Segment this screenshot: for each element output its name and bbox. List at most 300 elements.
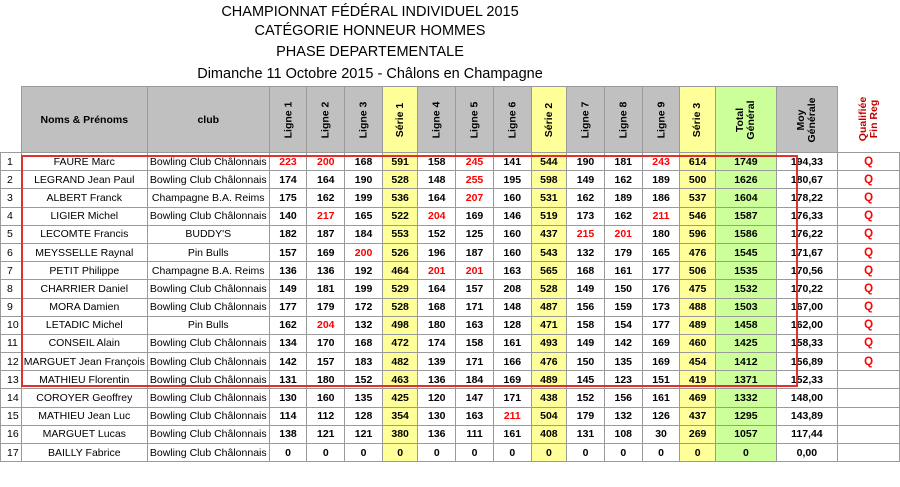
table-row <box>1 225 900 243</box>
ligne-4-cell: 130 <box>418 407 456 425</box>
ligne-7-cell: 190 <box>567 153 605 171</box>
results-body <box>1 153 900 462</box>
ligne-1-cell: 223 <box>269 153 307 171</box>
rank-cell: 14 <box>1 389 22 407</box>
ligne-3-cell: 165 <box>345 207 383 225</box>
ligne-2-cell: 112 <box>307 407 345 425</box>
player-name-cell: LEGRAND Jean Paul <box>21 171 147 189</box>
ligne-8-cell: 162 <box>604 207 642 225</box>
total-cell: 1412 <box>715 353 776 371</box>
player-name-cell: MARGUET Lucas <box>21 425 147 443</box>
serie-3-cell: 614 <box>680 153 715 171</box>
ligne-1-cell: 142 <box>269 353 307 371</box>
club-cell: Bowling Club Châlonnais <box>147 371 269 389</box>
header-serie-1: Série 1 <box>382 87 417 153</box>
ligne-5-cell: 163 <box>456 407 494 425</box>
total-cell: 1425 <box>715 334 776 352</box>
ligne-5-cell: 111 <box>456 425 494 443</box>
ligne-9-cell: 186 <box>642 189 680 207</box>
ligne-5-cell: 169 <box>456 207 494 225</box>
ligne-7-cell: 152 <box>567 389 605 407</box>
ligne-2-cell: 180 <box>307 371 345 389</box>
ligne-6-cell: 195 <box>493 171 531 189</box>
ligne-6-cell: 169 <box>493 371 531 389</box>
ligne-7-cell: 150 <box>567 353 605 371</box>
ligne-8-cell: 161 <box>604 262 642 280</box>
ligne-1-cell: 0 <box>269 444 307 462</box>
ligne-2-cell: 169 <box>307 243 345 261</box>
ligne-9-cell: 177 <box>642 316 680 334</box>
header-ligne-5: Ligne 5 <box>456 87 494 153</box>
serie-1-cell: 463 <box>382 371 417 389</box>
qualified-cell <box>837 444 900 462</box>
moyenne-cell: 194,33 <box>776 153 837 171</box>
header-club: club <box>147 87 269 153</box>
rank-cell: 10 <box>1 316 22 334</box>
club-cell: Champagne B.A. Reims <box>147 189 269 207</box>
serie-2-cell: 493 <box>531 334 566 352</box>
ligne-7-cell: 162 <box>567 189 605 207</box>
player-name-cell: LETADIC Michel <box>21 316 147 334</box>
header-ligne-7: Ligne 7 <box>567 87 605 153</box>
total-cell: 1458 <box>715 316 776 334</box>
ligne-4-cell: 168 <box>418 298 456 316</box>
ligne-5-cell: 171 <box>456 353 494 371</box>
rank-cell: 5 <box>1 225 22 243</box>
ligne-8-cell: 0 <box>604 444 642 462</box>
ligne-3-cell: 121 <box>345 425 383 443</box>
total-cell: 1586 <box>715 225 776 243</box>
serie-2-cell: 471 <box>531 316 566 334</box>
table-row <box>1 153 900 171</box>
ligne-7-cell: 132 <box>567 243 605 261</box>
ligne-9-cell: 151 <box>642 371 680 389</box>
total-cell: 1503 <box>715 298 776 316</box>
ligne-7-cell: 145 <box>567 371 605 389</box>
ligne-1-cell: 140 <box>269 207 307 225</box>
ligne-2-cell: 162 <box>307 189 345 207</box>
ligne-7-cell: 149 <box>567 334 605 352</box>
serie-2-cell: 476 <box>531 353 566 371</box>
table-row <box>1 262 900 280</box>
ligne-9-cell: 169 <box>642 353 680 371</box>
ligne-2-cell: 136 <box>307 262 345 280</box>
ligne-1-cell: 157 <box>269 243 307 261</box>
player-name-cell: MATHIEU Florentin <box>21 371 147 389</box>
table-row <box>1 371 900 389</box>
club-cell: Bowling Club Châlonnais <box>147 389 269 407</box>
ligne-6-cell: 171 <box>493 389 531 407</box>
serie-3-cell: 488 <box>680 298 715 316</box>
ligne-8-cell: 142 <box>604 334 642 352</box>
ligne-6-cell: 161 <box>493 425 531 443</box>
ligne-5-cell: 163 <box>456 316 494 334</box>
serie-3-cell: 460 <box>680 334 715 352</box>
ligne-2-cell: 179 <box>307 298 345 316</box>
qualified-cell: Q <box>837 334 900 352</box>
club-cell: Bowling Club Châlonnais <box>147 334 269 352</box>
ligne-5-cell: 158 <box>456 334 494 352</box>
serie-1-cell: 380 <box>382 425 417 443</box>
rank-cell: 9 <box>1 298 22 316</box>
ligne-7-cell: 168 <box>567 262 605 280</box>
total-cell: 1626 <box>715 171 776 189</box>
ligne-6-cell: 146 <box>493 207 531 225</box>
serie-1-cell: 528 <box>382 171 417 189</box>
serie-3-cell: 537 <box>680 189 715 207</box>
moyenne-cell: 176,33 <box>776 207 837 225</box>
serie-1-cell: 464 <box>382 262 417 280</box>
serie-1-cell: 591 <box>382 153 417 171</box>
ligne-7-cell: 158 <box>567 316 605 334</box>
header-ligne-8: Ligne 8 <box>604 87 642 153</box>
ligne-3-cell: 192 <box>345 262 383 280</box>
moyenne-cell: 143,89 <box>776 407 837 425</box>
ligne-9-cell: 169 <box>642 334 680 352</box>
rank-cell: 4 <box>1 207 22 225</box>
moyenne-cell: 0,00 <box>776 444 837 462</box>
ligne-3-cell: 200 <box>345 243 383 261</box>
serie-3-cell: 269 <box>680 425 715 443</box>
serie-2-cell: 544 <box>531 153 566 171</box>
ligne-9-cell: 189 <box>642 171 680 189</box>
ligne-7-cell: 131 <box>567 425 605 443</box>
ligne-2-cell: 187 <box>307 225 345 243</box>
rank-cell: 8 <box>1 280 22 298</box>
table-row <box>1 444 900 462</box>
serie-1-cell: 522 <box>382 207 417 225</box>
total-cell: 1604 <box>715 189 776 207</box>
ligne-3-cell: 184 <box>345 225 383 243</box>
serie-2-cell: 408 <box>531 425 566 443</box>
ligne-7-cell: 173 <box>567 207 605 225</box>
ligne-9-cell: 180 <box>642 225 680 243</box>
total-cell: 1587 <box>715 207 776 225</box>
serie-2-cell: 437 <box>531 225 566 243</box>
moyenne-cell: 170,22 <box>776 280 837 298</box>
header-qualifiee: Qualifiée Fin Reg <box>837 87 900 153</box>
ligne-1-cell: 149 <box>269 280 307 298</box>
serie-1-cell: 528 <box>382 298 417 316</box>
rank-cell: 12 <box>1 353 22 371</box>
ligne-9-cell: 173 <box>642 298 680 316</box>
qualified-cell: Q <box>837 316 900 334</box>
ligne-3-cell: 172 <box>345 298 383 316</box>
serie-3-cell: 437 <box>680 407 715 425</box>
ligne-2-cell: 204 <box>307 316 345 334</box>
phase-title: PHASE DEPARTEMENTALE <box>276 44 464 60</box>
ligne-3-cell: 132 <box>345 316 383 334</box>
table-row <box>1 334 900 352</box>
ligne-3-cell: 183 <box>345 353 383 371</box>
ligne-4-cell: 196 <box>418 243 456 261</box>
qualified-cell <box>837 371 900 389</box>
ligne-8-cell: 201 <box>604 225 642 243</box>
category-title: CATÉGORIE HONNEUR HOMMES <box>254 23 486 39</box>
ligne-1-cell: 130 <box>269 389 307 407</box>
ligne-4-cell: 174 <box>418 334 456 352</box>
ligne-9-cell: 243 <box>642 153 680 171</box>
qualified-cell: Q <box>837 225 900 243</box>
moyenne-cell: 152,33 <box>776 371 837 389</box>
ligne-2-cell: 121 <box>307 425 345 443</box>
moyenne-cell: 178,22 <box>776 189 837 207</box>
ligne-2-cell: 0 <box>307 444 345 462</box>
ligne-3-cell: 190 <box>345 171 383 189</box>
ligne-2-cell: 181 <box>307 280 345 298</box>
serie-2-cell: 531 <box>531 189 566 207</box>
serie-2-cell: 504 <box>531 407 566 425</box>
serie-1-cell: 498 <box>382 316 417 334</box>
header-total-general: Total Général <box>715 87 776 153</box>
qualified-cell <box>837 425 900 443</box>
player-name-cell: MEYSSELLE Raynal <box>21 243 147 261</box>
qualified-cell: Q <box>837 171 900 189</box>
club-cell: Pin Bulls <box>147 243 269 261</box>
total-cell: 1535 <box>715 262 776 280</box>
ligne-7-cell: 179 <box>567 407 605 425</box>
total-cell: 1545 <box>715 243 776 261</box>
player-name-cell: MORA Damien <box>21 298 147 316</box>
table-row <box>1 353 900 371</box>
ligne-4-cell: 148 <box>418 171 456 189</box>
ligne-5-cell: 0 <box>456 444 494 462</box>
qualified-cell <box>837 407 900 425</box>
serie-2-cell: 489 <box>531 371 566 389</box>
player-name-cell: COROYER Geoffrey <box>21 389 147 407</box>
ligne-8-cell: 162 <box>604 171 642 189</box>
ligne-8-cell: 108 <box>604 425 642 443</box>
qualified-cell: Q <box>837 207 900 225</box>
serie-2-cell: 519 <box>531 207 566 225</box>
header-ligne-9: Ligne 9 <box>642 87 680 153</box>
moyenne-cell: 170,56 <box>776 262 837 280</box>
serie-2-cell: 598 <box>531 171 566 189</box>
ligne-2-cell: 170 <box>307 334 345 352</box>
moyenne-cell: 180,67 <box>776 171 837 189</box>
ligne-3-cell: 168 <box>345 334 383 352</box>
table-row <box>1 407 900 425</box>
ligne-9-cell: 211 <box>642 207 680 225</box>
ligne-5-cell: 171 <box>456 298 494 316</box>
championship-title: CHAMPIONNAT FÉDÉRAL INDIVIDUEL 2015 <box>221 4 519 20</box>
ligne-8-cell: 150 <box>604 280 642 298</box>
qualified-cell: Q <box>837 262 900 280</box>
qualified-cell: Q <box>837 189 900 207</box>
qualified-cell: Q <box>837 243 900 261</box>
ligne-2-cell: 157 <box>307 353 345 371</box>
serie-3-cell: 489 <box>680 316 715 334</box>
moyenne-cell: 158,33 <box>776 334 837 352</box>
ligne-4-cell: 164 <box>418 280 456 298</box>
ligne-1-cell: 182 <box>269 225 307 243</box>
moyenne-cell: 117,44 <box>776 425 837 443</box>
rank-cell: 2 <box>1 171 22 189</box>
ligne-6-cell: 161 <box>493 334 531 352</box>
ligne-5-cell: 187 <box>456 243 494 261</box>
ligne-5-cell: 207 <box>456 189 494 207</box>
serie-1-cell: 472 <box>382 334 417 352</box>
header-serie-2: Série 2 <box>531 87 566 153</box>
ligne-4-cell: 136 <box>418 371 456 389</box>
qualified-cell: Q <box>837 298 900 316</box>
club-cell: Bowling Club Châlonnais <box>147 207 269 225</box>
rank-cell: 11 <box>1 334 22 352</box>
serie-3-cell: 454 <box>680 353 715 371</box>
ligne-1-cell: 174 <box>269 171 307 189</box>
serie-2-cell: 543 <box>531 243 566 261</box>
serie-1-cell: 553 <box>382 225 417 243</box>
player-name-cell: MATHIEU Jean Luc <box>21 407 147 425</box>
ligne-9-cell: 176 <box>642 280 680 298</box>
header-ligne-6: Ligne 6 <box>493 87 531 153</box>
rank-cell: 13 <box>1 371 22 389</box>
club-cell: BUDDY'S <box>147 225 269 243</box>
ligne-1-cell: 138 <box>269 425 307 443</box>
player-name-cell: BAILLY Fabrice <box>21 444 147 462</box>
header-moy-generale: Moy Générale <box>776 87 837 153</box>
serie-3-cell: 469 <box>680 389 715 407</box>
header-ligne-1: Ligne 1 <box>269 87 307 153</box>
ligne-8-cell: 189 <box>604 189 642 207</box>
ligne-5-cell: 184 <box>456 371 494 389</box>
header-name: Noms & Prénoms <box>21 87 147 153</box>
club-cell: Bowling Club Châlonnais <box>147 171 269 189</box>
player-name-cell: FAURE Marc <box>21 153 147 171</box>
ligne-3-cell: 128 <box>345 407 383 425</box>
ligne-6-cell: 148 <box>493 298 531 316</box>
moyenne-cell: 167,00 <box>776 298 837 316</box>
total-cell: 0 <box>715 444 776 462</box>
ligne-4-cell: 204 <box>418 207 456 225</box>
player-name-cell: MARGUET Jean François <box>21 353 147 371</box>
ligne-4-cell: 152 <box>418 225 456 243</box>
ligne-4-cell: 139 <box>418 353 456 371</box>
serie-1-cell: 354 <box>382 407 417 425</box>
serie-3-cell: 476 <box>680 243 715 261</box>
ligne-6-cell: 160 <box>493 243 531 261</box>
table-row <box>1 243 900 261</box>
ligne-6-cell: 141 <box>493 153 531 171</box>
ligne-6-cell: 163 <box>493 262 531 280</box>
ligne-6-cell: 166 <box>493 353 531 371</box>
ligne-9-cell: 30 <box>642 425 680 443</box>
qualified-cell: Q <box>837 353 900 371</box>
serie-3-cell: 546 <box>680 207 715 225</box>
ligne-3-cell: 0 <box>345 444 383 462</box>
serie-2-cell: 487 <box>531 298 566 316</box>
ligne-1-cell: 114 <box>269 407 307 425</box>
rank-cell: 3 <box>1 189 22 207</box>
ligne-7-cell: 0 <box>567 444 605 462</box>
ligne-5-cell: 245 <box>456 153 494 171</box>
club-cell: Bowling Club Châlonnais <box>147 298 269 316</box>
serie-1-cell: 529 <box>382 280 417 298</box>
ligne-1-cell: 136 <box>269 262 307 280</box>
rank-cell: 7 <box>1 262 22 280</box>
ligne-8-cell: 123 <box>604 371 642 389</box>
ligne-5-cell: 201 <box>456 262 494 280</box>
ligne-6-cell: 211 <box>493 407 531 425</box>
corner-cell <box>1 87 22 153</box>
table-row <box>1 207 900 225</box>
serie-3-cell: 419 <box>680 371 715 389</box>
ligne-4-cell: 201 <box>418 262 456 280</box>
club-cell: Bowling Club Châlonnais <box>147 280 269 298</box>
ligne-1-cell: 175 <box>269 189 307 207</box>
club-cell: Bowling Club Châlonnais <box>147 407 269 425</box>
ligne-3-cell: 152 <box>345 371 383 389</box>
date-location: Dimanche 11 Octobre 2015 - Châlons en Champagne <box>197 66 543 82</box>
ligne-6-cell: 0 <box>493 444 531 462</box>
ligne-8-cell: 132 <box>604 407 642 425</box>
moyenne-cell: 176,22 <box>776 225 837 243</box>
ligne-1-cell: 162 <box>269 316 307 334</box>
ligne-4-cell: 164 <box>418 189 456 207</box>
ligne-6-cell: 160 <box>493 189 531 207</box>
ligne-8-cell: 181 <box>604 153 642 171</box>
ligne-3-cell: 168 <box>345 153 383 171</box>
ligne-1-cell: 177 <box>269 298 307 316</box>
total-cell: 1749 <box>715 153 776 171</box>
total-cell: 1371 <box>715 371 776 389</box>
ligne-5-cell: 125 <box>456 225 494 243</box>
ligne-5-cell: 157 <box>456 280 494 298</box>
header-row <box>1 87 900 153</box>
table-row <box>1 280 900 298</box>
ligne-7-cell: 149 <box>567 171 605 189</box>
club-cell: Bowling Club Châlonnais <box>147 353 269 371</box>
moyenne-cell: 171,67 <box>776 243 837 261</box>
ligne-4-cell: 136 <box>418 425 456 443</box>
player-name-cell: CHARRIER Daniel <box>21 280 147 298</box>
ligne-3-cell: 199 <box>345 189 383 207</box>
serie-1-cell: 425 <box>382 389 417 407</box>
ligne-4-cell: 120 <box>418 389 456 407</box>
serie-2-cell: 528 <box>531 280 566 298</box>
table-row <box>1 316 900 334</box>
ligne-8-cell: 159 <box>604 298 642 316</box>
ligne-3-cell: 135 <box>345 389 383 407</box>
table-row <box>1 425 900 443</box>
moyenne-cell: 156,89 <box>776 353 837 371</box>
ligne-4-cell: 158 <box>418 153 456 171</box>
header-ligne-4: Ligne 4 <box>418 87 456 153</box>
ligne-9-cell: 177 <box>642 262 680 280</box>
rank-cell: 16 <box>1 425 22 443</box>
serie-3-cell: 475 <box>680 280 715 298</box>
serie-3-cell: 596 <box>680 225 715 243</box>
ligne-8-cell: 154 <box>604 316 642 334</box>
club-cell: Pin Bulls <box>147 316 269 334</box>
moyenne-cell: 162,00 <box>776 316 837 334</box>
club-cell: Bowling Club Châlonnais <box>147 425 269 443</box>
serie-1-cell: 536 <box>382 189 417 207</box>
serie-2-cell: 565 <box>531 262 566 280</box>
ligne-4-cell: 180 <box>418 316 456 334</box>
serie-3-cell: 0 <box>680 444 715 462</box>
results-sheet <box>0 86 900 462</box>
table-row <box>1 389 900 407</box>
rank-cell: 6 <box>1 243 22 261</box>
ligne-2-cell: 164 <box>307 171 345 189</box>
club-cell: Bowling Club Châlonnais <box>147 153 269 171</box>
ligne-7-cell: 156 <box>567 298 605 316</box>
serie-1-cell: 482 <box>382 353 417 371</box>
total-cell: 1057 <box>715 425 776 443</box>
serie-2-cell: 438 <box>531 389 566 407</box>
serie-1-cell: 0 <box>382 444 417 462</box>
